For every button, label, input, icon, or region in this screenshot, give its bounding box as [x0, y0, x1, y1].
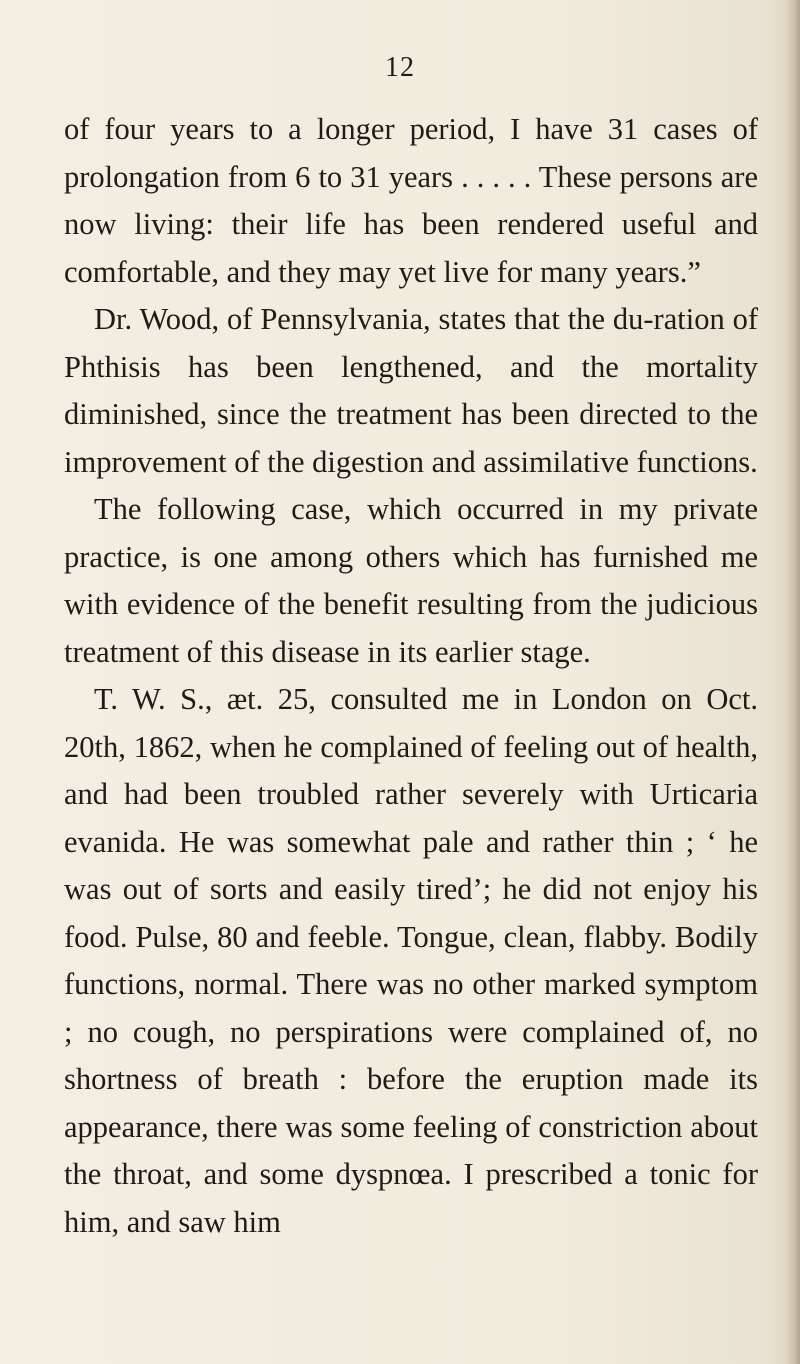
paragraph-following-case: The following case, which occurred in my private practice, is one among others which has furnished me with evidence of the benefit resulting from the judicious treatment of this disease in its earlier stage.: [64, 492, 758, 669]
page-number: 12: [385, 52, 415, 83]
body-text: [64, 106, 758, 1246]
paragraph-dr-wood: Dr. Wood, of Pennsylvania, states that the du-ration of Phthisis has been lengthened, and the mortality diminished, since the treatment has been directed to the improvement of the digestion and assimilative functions.: [64, 302, 758, 479]
page-edge-shadow: [786, 0, 800, 1364]
paragraph-continuation: of four years to a longer period, I have 31 cases of prolongation from 6 to 31 years . . . . . These persons are now living: their life has been rendered useful and comfortable, and they may yet live for many years.”: [64, 112, 758, 289]
paragraph-case-report: T. W. S., æt. 25, consulted me in London on Oct. 20th, 1862, when he complained of feeling out of health, and had been troubled rather severely with Urticaria evanida. He was somewhat pale and rather thin ; ‘ he was out of sorts and easily tired’; he did not enjoy his food. Pulse, 80 and feeble. Tongue, clean, flabby. Bodily functions, normal. There was no other marked symptom ; no cough, no perspirations were complained of, no shortness of breath : before the eruption made its appearance, there was some feeling of constriction about the throat, and some dyspnœa. I prescribed a tonic for him, and saw him: [64, 682, 758, 1239]
